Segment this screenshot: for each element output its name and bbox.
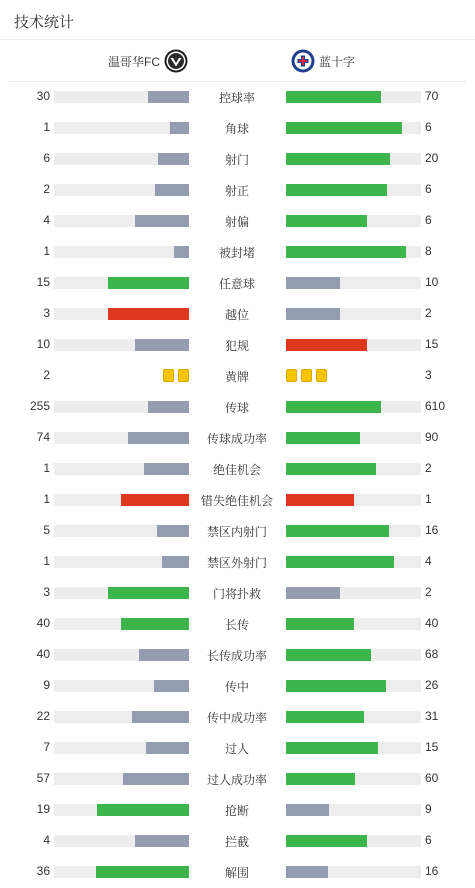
away-stat-bar-track — [286, 122, 421, 134]
away-stat-value: 15 — [425, 337, 439, 351]
home-stat-bar-fill — [96, 866, 189, 878]
away-stat-bar-track — [286, 494, 421, 506]
away-stat-bar-fill — [286, 122, 402, 134]
home-stat-bar-track — [54, 184, 189, 196]
home-stat-bar-track — [54, 587, 189, 599]
home-stat-bar-track — [54, 463, 189, 475]
home-stat-bar-fill — [108, 277, 189, 289]
stat-label: 抢断 — [224, 804, 249, 818]
stat-label: 禁区内射门 — [206, 525, 267, 539]
home-stat-bar-track — [54, 308, 189, 320]
away-stat-bar-track — [286, 742, 421, 754]
away-stat-bar-fill — [286, 339, 367, 351]
home-yellow-cards — [163, 369, 189, 382]
home-stat-bar-fill — [132, 711, 189, 723]
away-stat-bar-track — [286, 525, 421, 537]
home-stat-bar-track — [54, 835, 189, 847]
away-stat-bar-fill — [286, 153, 390, 165]
home-stat-value: 1 — [43, 244, 50, 258]
away-stat-value: 6 — [425, 833, 432, 847]
stat-row — [0, 546, 475, 577]
away-stat-bar-fill — [286, 556, 394, 568]
home-stat-value: 1 — [43, 461, 50, 475]
home-stat-value: 30 — [36, 89, 50, 103]
home-stat-bar-fill — [144, 463, 189, 475]
away-stat-value: 60 — [425, 771, 439, 785]
home-stat-value: 40 — [36, 616, 50, 630]
cruz-azul-crest-icon — [291, 49, 315, 73]
stat-row — [0, 484, 475, 515]
away-stat-bar-fill — [286, 618, 354, 630]
home-stat-bar-track — [54, 277, 189, 289]
home-stat-value: 22 — [36, 709, 50, 723]
away-stat-value: 6 — [425, 213, 432, 227]
home-stat-bar-track — [54, 91, 189, 103]
stat-label: 拦截 — [224, 835, 249, 849]
away-stat-bar-track — [286, 153, 421, 165]
stat-label: 越位 — [224, 308, 249, 322]
home-stat-value: 2 — [43, 368, 50, 382]
home-stat-value: 36 — [36, 864, 50, 878]
home-stat-value: 1 — [43, 120, 50, 134]
page-title: 技术统计 — [14, 14, 75, 31]
home-stat-value: 7 — [43, 740, 50, 754]
stat-row — [0, 639, 475, 670]
home-stat-bar-fill — [148, 91, 189, 103]
away-stat-value: 6 — [425, 120, 432, 134]
home-stat-bar-fill — [108, 308, 189, 320]
home-stat-value: 19 — [36, 802, 50, 816]
home-stat-bar-track — [54, 246, 189, 258]
home-stat-bar-fill — [170, 122, 189, 134]
away-stat-bar-fill — [286, 308, 340, 320]
stat-label: 犯规 — [224, 339, 249, 353]
stat-row — [0, 391, 475, 422]
away-stat-bar-track — [286, 866, 421, 878]
stat-label: 过人成功率 — [206, 773, 267, 787]
stat-row — [0, 453, 475, 484]
away-stat-bar-track — [286, 835, 421, 847]
home-stat-bar-fill — [123, 773, 189, 785]
away-team-name: 蓝十字 — [319, 54, 356, 69]
stat-label: 绝佳机会 — [212, 463, 261, 477]
stat-row — [0, 81, 475, 112]
away-stat-bar-fill — [286, 711, 364, 723]
home-stat-bar-track — [54, 153, 189, 165]
stat-label: 禁区外射门 — [206, 556, 267, 570]
stat-row — [0, 205, 475, 236]
teams-header — [8, 40, 466, 82]
away-stat-value: 2 — [425, 306, 432, 320]
home-stat-bar-track — [54, 556, 189, 568]
home-stat-value: 4 — [43, 213, 50, 227]
home-stat-value: 4 — [43, 833, 50, 847]
home-stat-bar-track — [54, 401, 189, 413]
stat-row — [0, 825, 475, 856]
stat-row — [0, 701, 475, 732]
home-stat-bar-track — [54, 432, 189, 444]
away-stat-bar-track — [286, 91, 421, 103]
away-stat-value: 15 — [425, 740, 439, 754]
away-stat-bar-fill — [286, 525, 389, 537]
home-stat-bar-fill — [121, 494, 189, 506]
stat-row — [0, 732, 475, 763]
away-stat-bar-fill — [286, 184, 387, 196]
stat-row — [0, 112, 475, 143]
away-stat-value: 26 — [425, 678, 439, 692]
away-stat-bar-track — [286, 246, 421, 258]
home-stat-bar-track — [54, 494, 189, 506]
home-stat-bar-track — [54, 525, 189, 537]
away-stat-bar-track — [286, 277, 421, 289]
home-team-name: 温哥华FC — [108, 54, 160, 69]
home-stat-bar-fill — [158, 153, 189, 165]
stat-label: 被封堵 — [218, 246, 255, 260]
away-stat-bar-track — [286, 401, 421, 413]
home-stat-bar-fill — [97, 804, 189, 816]
away-stat-bar-track — [286, 432, 421, 444]
away-yellow-cards — [286, 369, 327, 382]
home-stat-value: 10 — [36, 337, 50, 351]
header-bar — [0, 0, 475, 40]
home-stat-value: 5 — [43, 523, 50, 537]
home-stat-bar-fill — [146, 742, 189, 754]
away-stat-bar-fill — [286, 215, 367, 227]
stat-label: 传球成功率 — [206, 432, 267, 446]
away-stat-value: 2 — [425, 585, 432, 599]
home-stat-bar-fill — [108, 587, 189, 599]
away-stat-bar-fill — [286, 680, 386, 692]
stat-label: 过人 — [224, 742, 249, 756]
home-stat-bar-track — [54, 773, 189, 785]
home-stat-bar-fill — [128, 432, 189, 444]
away-stat-value: 6 — [425, 182, 432, 196]
away-stat-bar-fill — [286, 401, 381, 413]
yellow-card-icon — [163, 369, 174, 382]
away-stat-bar-fill — [286, 742, 378, 754]
stat-row — [0, 329, 475, 360]
away-stat-value: 4 — [425, 554, 432, 568]
away-stat-value: 1 — [425, 492, 432, 506]
home-stat-value: 57 — [36, 771, 50, 785]
home-stat-bar-track — [54, 618, 189, 630]
stat-label: 黄牌 — [224, 370, 249, 384]
away-stat-bar-track — [286, 804, 421, 816]
home-stat-value: 1 — [43, 554, 50, 568]
home-stat-bar-fill — [121, 618, 189, 630]
home-stat-value: 40 — [36, 647, 50, 661]
stat-label: 任意球 — [218, 277, 255, 291]
away-stat-bar-track — [286, 463, 421, 475]
away-stat-value: 16 — [425, 523, 439, 537]
stat-row — [0, 236, 475, 267]
away-stat-bar-track — [286, 215, 421, 227]
stat-row — [0, 360, 475, 391]
home-stat-value: 15 — [36, 275, 50, 289]
away-stat-bar-track — [286, 649, 421, 661]
stat-row — [0, 608, 475, 639]
home-stat-bar-fill — [154, 680, 189, 692]
away-stat-bar-track — [286, 587, 421, 599]
away-stat-bar-track — [286, 618, 421, 630]
stat-row — [0, 143, 475, 174]
stat-row — [0, 856, 475, 887]
home-stat-value: 9 — [43, 678, 50, 692]
stat-label: 射偏 — [224, 215, 249, 229]
home-stat-bar-fill — [162, 556, 189, 568]
away-stat-value: 16 — [425, 864, 439, 878]
stat-row — [0, 174, 475, 205]
stat-label: 错失绝佳机会 — [200, 494, 273, 508]
away-team[interactable] — [291, 48, 355, 74]
stat-label: 控球率 — [218, 91, 255, 105]
home-stat-bar-track — [54, 804, 189, 816]
away-stat-bar-fill — [286, 432, 360, 444]
away-stat-value: 2 — [425, 461, 432, 475]
home-stat-value: 74 — [36, 430, 50, 444]
away-stat-bar-fill — [286, 463, 376, 475]
away-stat-bar-track — [286, 680, 421, 692]
away-stat-bar-fill — [286, 91, 381, 103]
home-team[interactable] — [108, 48, 188, 74]
stat-row — [0, 422, 475, 453]
stat-row — [0, 298, 475, 329]
home-stat-bar-track — [54, 742, 189, 754]
away-stat-bar-fill — [286, 773, 355, 785]
stat-label: 门将扑救 — [212, 587, 261, 601]
away-stat-value: 3 — [425, 368, 432, 382]
home-stat-bar-fill — [148, 401, 189, 413]
home-stat-bar-track — [54, 711, 189, 723]
home-stat-value: 6 — [43, 151, 50, 165]
away-stat-bar-fill — [286, 494, 354, 506]
away-stat-bar-track — [286, 339, 421, 351]
away-stat-bar-fill — [286, 246, 406, 258]
home-stat-value: 1 — [43, 492, 50, 506]
home-stat-bar-track — [54, 866, 189, 878]
stat-row — [0, 515, 475, 546]
stat-label: 传中 — [224, 680, 249, 694]
stat-label: 传球 — [224, 401, 249, 415]
home-stat-bar-track — [54, 122, 189, 134]
away-stat-bar-fill — [286, 649, 371, 661]
stat-label: 长传 — [224, 618, 249, 632]
away-stat-value: 10 — [425, 275, 439, 289]
home-stat-value: 2 — [43, 182, 50, 196]
home-stat-value: 3 — [43, 585, 50, 599]
home-stat-bar-fill — [135, 339, 189, 351]
stat-label: 传中成功率 — [206, 711, 267, 725]
stat-row — [0, 577, 475, 608]
away-stat-bar-fill — [286, 804, 329, 816]
stat-row — [0, 267, 475, 298]
away-stat-bar-track — [286, 184, 421, 196]
home-stat-bar-track — [54, 215, 189, 227]
vancouver-fc-crest-icon — [164, 49, 188, 73]
stat-label: 长传成功率 — [206, 649, 267, 663]
away-stat-value: 68 — [425, 647, 439, 661]
stat-label: 射门 — [224, 153, 249, 167]
away-stat-bar-fill — [286, 866, 328, 878]
stat-label: 射正 — [224, 184, 249, 198]
away-stat-value: 90 — [425, 430, 439, 444]
away-stat-value: 31 — [425, 709, 439, 723]
away-stat-bar-fill — [286, 835, 367, 847]
yellow-card-icon — [178, 369, 189, 382]
yellow-card-icon — [286, 369, 297, 382]
away-stat-value: 20 — [425, 151, 439, 165]
yellow-card-icon — [316, 369, 327, 382]
home-stat-bar-fill — [139, 649, 189, 661]
away-stat-bar-track — [286, 556, 421, 568]
away-stat-bar-fill — [286, 277, 340, 289]
home-stat-bar-fill — [157, 525, 189, 537]
home-stat-bar-track — [54, 680, 189, 692]
home-stat-bar-fill — [135, 215, 189, 227]
away-stat-value: 8 — [425, 244, 432, 258]
home-stat-value: 3 — [43, 306, 50, 320]
away-stat-value: 70 — [425, 89, 439, 103]
yellow-card-icon — [301, 369, 312, 382]
home-stat-value: 255 — [29, 399, 50, 413]
away-stat-bar-track — [286, 773, 421, 785]
away-stat-bar-track — [286, 711, 421, 723]
home-stat-bar-track — [54, 339, 189, 351]
away-stat-bar-track — [286, 308, 421, 320]
home-stat-bar-fill — [135, 835, 189, 847]
stat-row — [0, 763, 475, 794]
away-stat-value: 40 — [425, 616, 439, 630]
away-stat-bar-fill — [286, 587, 340, 599]
home-stat-bar-track — [54, 649, 189, 661]
stat-row — [0, 794, 475, 825]
home-stat-bar-fill — [155, 184, 189, 196]
stat-label: 角球 — [224, 122, 249, 136]
away-stat-value: 9 — [425, 802, 432, 816]
stat-label: 解围 — [224, 866, 249, 880]
away-stat-value: 610 — [425, 399, 446, 413]
home-stat-bar-fill — [174, 246, 189, 258]
stat-row — [0, 670, 475, 701]
